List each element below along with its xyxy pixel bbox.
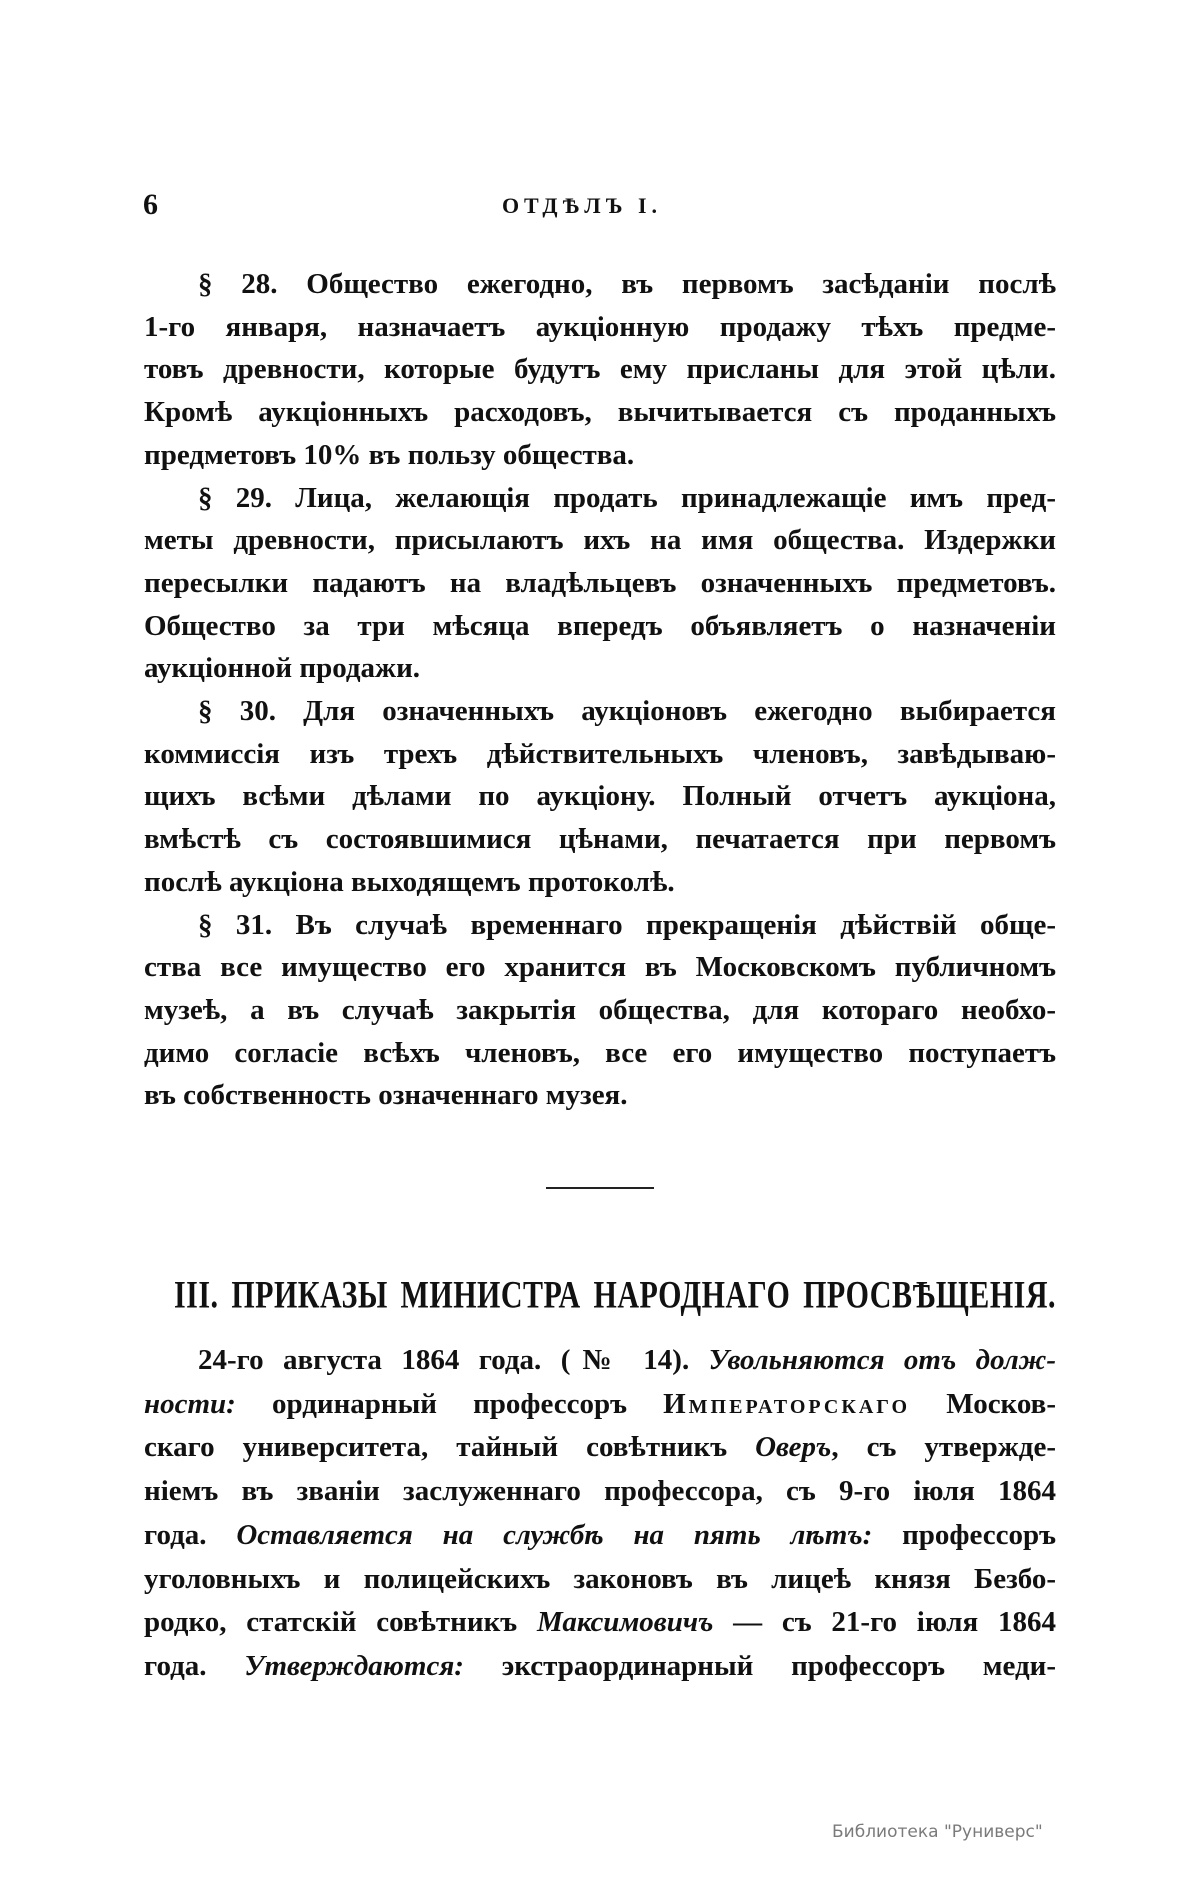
text-segment: § 30. Для означенныхъ аукціоновъ ежегодно выбирается	[198, 695, 1056, 727]
text-segment: Москов-	[910, 1388, 1056, 1420]
text-segment: , съ утвержде-	[831, 1431, 1056, 1463]
text-line	[144, 522, 1056, 558]
text-segment: 24-го августа 1864 года. (№ 14).	[198, 1344, 709, 1376]
text-segment: профессоръ	[872, 1519, 1056, 1551]
text-line	[144, 1077, 1056, 1113]
text-segment: года.	[144, 1519, 237, 1551]
text-segment: товъ древности, которые будутъ ему присланы для этой цѣли.	[144, 353, 1056, 385]
italic-text: Увольняются отъ долж-	[708, 1344, 1057, 1376]
section-divider	[546, 1187, 654, 1189]
text-line	[144, 1517, 1056, 1553]
text-line	[198, 1342, 1056, 1378]
text-line	[144, 864, 1056, 900]
text-line	[144, 1035, 1056, 1071]
text-line	[144, 437, 1056, 473]
text-line	[144, 821, 1056, 857]
italic-text: Оверъ	[755, 1431, 832, 1463]
section-heading: III. ПРИКАЗЫ МИНИСТРА НАРОДНАГО ПРОСВѢЩЕНІЯ.	[174, 1273, 1056, 1317]
text-line	[144, 778, 1056, 814]
text-segment: ніемъ въ званіи заслуженнаго профессора, съ 9-го іюля 1864	[144, 1475, 1056, 1507]
text-segment: — съ 21-го іюля 1864	[713, 1606, 1056, 1638]
text-segment: Кромѣ аукціонныхъ расходовъ, вычитывается съ проданныхъ	[144, 396, 1056, 428]
text-segment: пересылки падаютъ на владѣльцевъ означенныхъ предметовъ.	[144, 567, 1056, 599]
small-caps-text: Императорскаго	[663, 1388, 911, 1420]
text-line	[144, 309, 1056, 345]
text-segment: ординарный профессоръ	[235, 1388, 664, 1420]
text-segment: щихъ всѣми дѣлами по аукціону. Полный отчетъ аукціона,	[144, 780, 1056, 812]
text-line	[144, 394, 1056, 430]
text-segment: скаго университета, тайный совѣтникъ	[144, 1431, 756, 1463]
text-segment: димо согласіе всѣхъ членовъ, все его имущество поступаетъ	[144, 1037, 1056, 1069]
text-line	[144, 992, 1056, 1028]
italic-text: Утверждаются:	[244, 1650, 464, 1682]
text-segment: Общество за три мѣсяца впередъ объявляетъ о назначеніи	[144, 610, 1056, 642]
text-segment: вмѣстѣ съ состоявшимися цѣнами, печатается при первомъ	[144, 823, 1056, 855]
text-segment: коммиссія изъ трехъ дѣйствительныхъ членовъ, завѣдываю-	[144, 738, 1056, 770]
text-line	[144, 650, 1056, 686]
text-segment: 1-го января, назначаетъ аукціонную продажу тѣхъ предме-	[144, 311, 1056, 343]
italic-text: ности:	[144, 1388, 236, 1420]
italic-text: Оставляется на службѣ на пять лѣтъ:	[236, 1519, 873, 1551]
text-segment: предметовъ 10% въ пользу общества.	[144, 439, 635, 471]
text-line	[144, 1386, 1056, 1422]
text-line	[198, 480, 1056, 516]
text-line	[198, 693, 1056, 729]
text-segment: ства все имущество его хранится въ Московскомъ публичномъ	[144, 951, 1056, 983]
library-watermark: Библиотека "Руниверс"	[832, 1822, 1043, 1842]
text-segment: музеѣ, а въ случаѣ закрытія общества, для котораго необхо-	[144, 994, 1056, 1026]
text-line	[198, 907, 1056, 943]
text-line	[144, 608, 1056, 644]
running-head: ОТДѢЛЪ I.	[501, 193, 663, 218]
text-segment: меты древности, присылаютъ ихъ на имя общества. Издержки	[144, 524, 1056, 556]
text-segment: послѣ аукціона выходящемъ протоколѣ.	[144, 866, 675, 898]
text-segment: уголовныхъ и полицейскихъ законовъ въ лицеѣ князя Безбо-	[144, 1563, 1056, 1595]
text-line	[144, 1604, 1056, 1640]
text-line	[144, 949, 1056, 985]
text-segment: § 28. Общество ежегодно, въ первомъ засѣданіи послѣ	[198, 268, 1056, 300]
text-line	[144, 1473, 1056, 1509]
text-segment: года.	[144, 1650, 245, 1682]
text-line	[144, 1648, 1056, 1684]
text-segment: § 29. Лица, желающія продать принадлежащіе имъ пред-	[198, 482, 1056, 514]
italic-text: Максимовичъ	[536, 1606, 714, 1638]
text-segment: въ собственность означеннаго музея.	[144, 1079, 628, 1111]
text-line	[144, 351, 1056, 387]
text-segment: § 31. Въ случаѣ временнаго прекращенія дѣйствій обще-	[198, 909, 1056, 941]
text-segment: родко, статскій совѣтникъ	[144, 1606, 537, 1638]
text-line	[144, 1561, 1056, 1597]
text-segment: экстраординарный профессоръ меди-	[463, 1650, 1057, 1682]
text-line	[144, 1429, 1056, 1465]
text-line	[144, 565, 1056, 601]
text-line	[198, 266, 1056, 302]
page-number: 6	[143, 188, 158, 221]
text-segment: аукціонной продажи.	[144, 652, 421, 684]
text-line	[144, 736, 1056, 772]
